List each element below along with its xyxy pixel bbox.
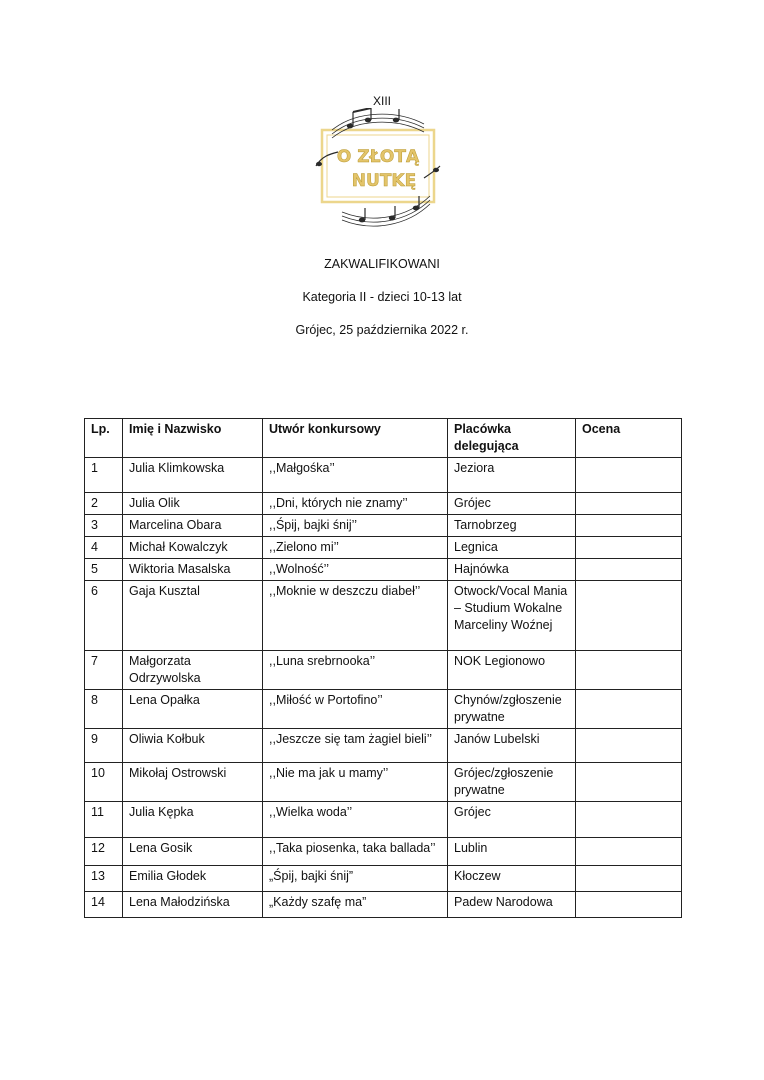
cell-lp: 7 bbox=[85, 651, 123, 690]
table-row bbox=[85, 690, 682, 729]
cell-song: ,,Miłość w Portofino’’ bbox=[263, 690, 448, 729]
cell-name: Julia Kępka bbox=[123, 802, 263, 838]
table-header-row bbox=[85, 419, 682, 458]
cell-lp: 9 bbox=[85, 729, 123, 763]
cell-lp: 5 bbox=[85, 559, 123, 581]
cell-song: ,,Śpij, bajki śnij’’ bbox=[263, 515, 448, 537]
cell-score bbox=[576, 866, 682, 892]
table-row bbox=[85, 458, 682, 493]
header-score: Ocena bbox=[576, 419, 682, 458]
cell-institution: Janów Lubelski bbox=[448, 729, 576, 763]
cell-score bbox=[576, 690, 682, 729]
cell-score bbox=[576, 729, 682, 763]
cell-institution: Tarnobrzeg bbox=[448, 515, 576, 537]
cell-name: Mikołaj Ostrowski bbox=[123, 763, 263, 802]
edition-number: XIII bbox=[372, 94, 391, 108]
cell-name: Oliwia Kołbuk bbox=[123, 729, 263, 763]
logo-text-line1: O ZŁOTĄ bbox=[336, 147, 420, 167]
table-row bbox=[85, 515, 682, 537]
cell-name: Małgorzata Odrzywolska bbox=[123, 651, 263, 690]
cell-name: Julia Olik bbox=[123, 493, 263, 515]
cell-lp: 11 bbox=[85, 802, 123, 838]
cell-lp: 4 bbox=[85, 537, 123, 559]
cell-name: Lena Małodzińska bbox=[123, 892, 263, 918]
header-institution: Placówka delegująca bbox=[448, 419, 576, 458]
cell-institution: Jeziora bbox=[448, 458, 576, 493]
table-row bbox=[85, 559, 682, 581]
cell-song: ,,Moknie w deszczu diabeł’’ bbox=[263, 581, 448, 651]
cell-institution: Kłoczew bbox=[448, 866, 576, 892]
logo-text-line2: NUTKĘ bbox=[351, 171, 417, 191]
cell-score bbox=[576, 515, 682, 537]
cell-lp: 8 bbox=[85, 690, 123, 729]
cell-institution: NOK Legionowo bbox=[448, 651, 576, 690]
table-row bbox=[85, 537, 682, 559]
table-row bbox=[85, 729, 682, 763]
table-row bbox=[85, 763, 682, 802]
cell-score bbox=[576, 838, 682, 866]
cell-institution: Grójec bbox=[448, 493, 576, 515]
cell-song: „Każdy szafę ma” bbox=[263, 892, 448, 918]
cell-name: Julia Klimkowska bbox=[123, 458, 263, 493]
place-date-line: Grójec, 25 października 2022 r. bbox=[295, 323, 469, 337]
cell-score bbox=[576, 559, 682, 581]
cell-institution: Chynów/zgłoszenie prywatne bbox=[448, 690, 576, 729]
cell-song: ,,Zielono mi’’ bbox=[263, 537, 448, 559]
cell-score bbox=[576, 493, 682, 515]
cell-score bbox=[576, 802, 682, 838]
cell-institution: Legnica bbox=[448, 537, 576, 559]
header-name: Imię i Nazwisko bbox=[123, 419, 263, 458]
table-row bbox=[85, 838, 682, 866]
cell-institution: Grójec/zgłoszenie prywatne bbox=[448, 763, 576, 802]
header-song: Utwór konkursowy bbox=[263, 419, 448, 458]
cell-lp: 2 bbox=[85, 493, 123, 515]
header-lp: Lp. bbox=[85, 419, 123, 458]
music-notes-logo-icon bbox=[312, 108, 442, 230]
category-line: Kategoria II - dzieci 10-13 lat bbox=[302, 290, 462, 304]
cell-lp: 13 bbox=[85, 866, 123, 892]
cell-score bbox=[576, 458, 682, 493]
cell-score bbox=[576, 651, 682, 690]
cell-score bbox=[576, 892, 682, 918]
qualified-table bbox=[84, 418, 682, 918]
table-row bbox=[85, 866, 682, 892]
table-row bbox=[85, 802, 682, 838]
cell-song: ,,Wielka woda’’ bbox=[263, 802, 448, 838]
cell-lp: 3 bbox=[85, 515, 123, 537]
cell-lp: 14 bbox=[85, 892, 123, 918]
cell-song: ,,Dni, których nie znamy’’ bbox=[263, 493, 448, 515]
cell-name: Lena Opałka bbox=[123, 690, 263, 729]
cell-institution: Otwock/Vocal Mania – Studium Wokalne Marceliny Woźnej bbox=[448, 581, 576, 651]
cell-lp: 12 bbox=[85, 838, 123, 866]
cell-institution: Grójec bbox=[448, 802, 576, 838]
cell-name: Gaja Kusztal bbox=[123, 581, 263, 651]
cell-song: „Śpij, bajki śnij” bbox=[263, 866, 448, 892]
cell-song: ,,Wolność’’ bbox=[263, 559, 448, 581]
cell-song: ,,Nie ma jak u mamy’’ bbox=[263, 763, 448, 802]
table-row bbox=[85, 581, 682, 651]
cell-lp: 1 bbox=[85, 458, 123, 493]
cell-name: Michał Kowalczyk bbox=[123, 537, 263, 559]
cell-song: ,,Małgośka’’ bbox=[263, 458, 448, 493]
table-body bbox=[85, 458, 682, 918]
table-row bbox=[85, 493, 682, 515]
table-row bbox=[85, 651, 682, 690]
cell-song: ,,Luna srebrnooka’’ bbox=[263, 651, 448, 690]
cell-name: Emilia Głodek bbox=[123, 866, 263, 892]
cell-institution: Lublin bbox=[448, 838, 576, 866]
cell-institution: Hajnówka bbox=[448, 559, 576, 581]
cell-lp: 10 bbox=[85, 763, 123, 802]
cell-institution: Padew Narodowa bbox=[448, 892, 576, 918]
cell-score bbox=[576, 537, 682, 559]
cell-lp: 6 bbox=[85, 581, 123, 651]
page-title: ZAKWALIFIKOWANI bbox=[324, 257, 440, 271]
cell-name: Marcelina Obara bbox=[123, 515, 263, 537]
cell-score bbox=[576, 763, 682, 802]
table-row bbox=[85, 892, 682, 918]
cell-name: Lena Gosik bbox=[123, 838, 263, 866]
cell-song: ,,Taka piosenka, taka ballada’’ bbox=[263, 838, 448, 866]
festival-logo bbox=[312, 108, 442, 230]
cell-score bbox=[576, 581, 682, 651]
cell-name: Wiktoria Masalska bbox=[123, 559, 263, 581]
cell-song: ,,Jeszcze się tam żagiel bieli’’ bbox=[263, 729, 448, 763]
